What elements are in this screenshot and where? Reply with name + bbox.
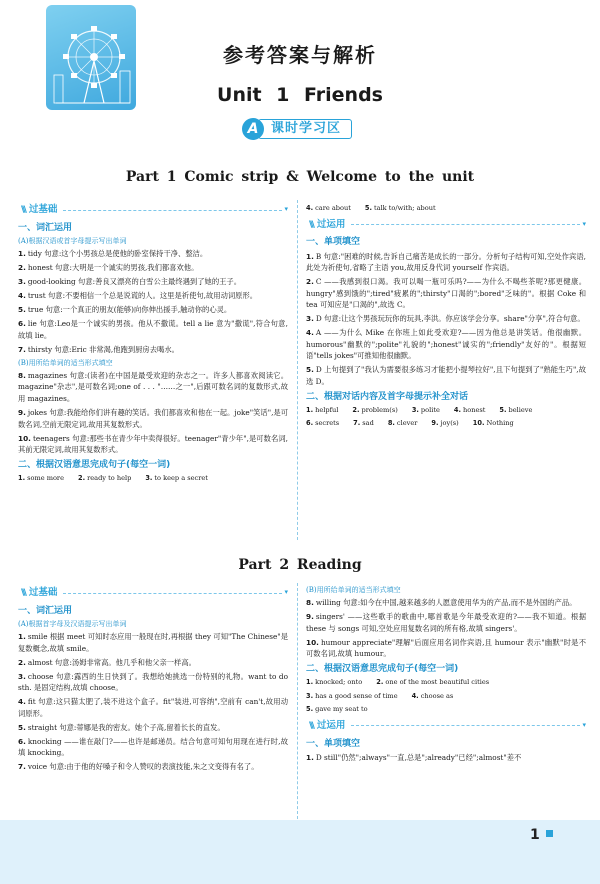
answer-item: 5. D 上句提到了"我认为需要很多练习才能把小提琴拉好",且下句提到了"熟能生巧",故选 D。 (306, 365, 586, 386)
heading: 二、根据汉语意思完成句子(每空一词) (306, 664, 459, 675)
answer-item: 9. jokes 句意:我能给你们讲有趣的笑话。我们都喜欢和他在一起。joke"笑话",是可数名词,空前无限定词,故用其复数形式。 (18, 407, 288, 429)
part1-title: Part 1 Comic strip & Welcome to the unit (125, 169, 475, 185)
answer-item: 6. lie 句意:Leo是一个诚实的男孩。他从不撒谎。tell a lie 意为"撒谎",符合句意,故填 lie。 (18, 319, 288, 340)
subheading: (B)用所给单词的适当形式填空 (18, 358, 113, 367)
page-title: 参考答案与解析 (223, 43, 377, 67)
page-marker-icon (546, 830, 553, 837)
section-band: \\\ 过基础 ▾ (21, 204, 288, 216)
answer-item: 3. D 句意:让这个男孩玩玩你的玩具,李洪。你应该学会分享。share"分享",符合句意。 (306, 314, 585, 324)
unit-title: Unit 1 Friends (217, 84, 383, 106)
subheading: (A)根据汉语或首字母提示写出单词 (18, 237, 127, 246)
answer-row: 1. some more 2. ready to help 3. to keep a secret (18, 474, 208, 483)
answer-item: 5. true 句意:一个真正的朋友(能够)向你伸出援手,触动你的心灵。 (18, 305, 232, 315)
section-band: \\\ 过运用 ▾ (309, 218, 586, 230)
answer-item: 6. knocking ——谁在敲门?——也许是邮递员。结合句意可知句用现在进行时,故填 knocking。 (18, 736, 288, 758)
heading: 二、根据对话内容及首字母提示补全对话 (306, 391, 469, 402)
answer-item: 7. voice 句意:由于他的好嗓子和令人赞叹的表演技能,朱之文变得有名了。 (18, 762, 259, 772)
band-label: 过运用 (316, 719, 346, 731)
answer-row: 3. has a good sense of time 4. choose as (306, 691, 454, 700)
subheading: (B)用所给单词的适当形式填空 (306, 586, 401, 594)
answer-item: 2. honest 句意:大明是一个诚实的男孩,我们都喜欢他。 (18, 263, 199, 273)
band-label: 过基础 (28, 204, 58, 216)
answer-item: 8. magazines 句意:(读者)在中国是最受欢迎的杂志之一。许多人都喜欢阅读它。magazine"杂志",是可数名词;one of . . . "……之一",后跟可数名词的复数形式,故用 magazines。 (18, 370, 288, 403)
heading: 一、单项填空 (306, 237, 361, 248)
answer-item: 1. smile 根据 meet 可知时态应用一般现在时,再根据 they 可知"The Chinese"是复数概念,故填 smile。 (18, 632, 288, 653)
answer-item: 4. A ——为什么 Mike 在你班上如此受欢迎?——因为他总是讲笑话。他很幽默。humorous"幽默的";polite"礼貌的";honest"诚实的";friendly"友好的"。根据短语"tells jokes"可推知他很幽默。 (306, 328, 586, 361)
heading: 一、单项填空 (306, 738, 361, 749)
answer-item: 2. C ——我感到很口渴。我可以喝一瓶可乐吗?——为什么不喝些茶呢?那更健康。hungry"感到饿的";tired"疲累的";thirsty"口渴的";bored"乏味的"。根据 Coke 和 tea 可知应是"口渴的",故选 C。 (306, 277, 586, 310)
section-badge (242, 117, 352, 141)
heading: 二、根据汉语意思完成句子(每空一词) (18, 460, 171, 471)
answer-row: 1. knocked; onto 2. one of the most beautiful cities (306, 678, 490, 687)
section-badge-letter: A (242, 118, 264, 140)
answer-item: 1. D still"仍然";always"一直,总是";already"已经";almost"差不 (306, 752, 522, 762)
part1-left-column (18, 200, 288, 487)
band-label: 过运用 (316, 218, 346, 230)
answer-item: 7. thirsty 句意:Eric 非常渴,他跑到厨房去喝水。 (18, 344, 179, 354)
subheading: (A)根据首字母及汉语提示写出单词 (18, 620, 127, 629)
column-divider (297, 200, 298, 540)
column-divider (297, 583, 298, 819)
part2-title: Part 2 Reading (238, 557, 362, 573)
answer-row: 4. care about 5. talk to/with; about (306, 204, 436, 212)
part1-right-column (306, 203, 586, 432)
answer-item: 10. teenagers 句意:那些书在青少年中卖得很好。teenager"青少年",是可数名词,其前无限定词,故用其复数形式。 (18, 433, 288, 455)
part2-left-column (18, 583, 288, 775)
band-label: 过基础 (28, 587, 58, 599)
part2-right-column (306, 585, 586, 766)
answer-item: 10. humour appreciate"理解"后面应用名词作宾语,且 humour 表示"幽默"时是不可数名词,故填 humour。 (306, 637, 586, 659)
answer-item: 1. tidy 句意:这个小男孩总是使他的卧室保持干净、整洁。 (18, 249, 208, 259)
heading: 一、词汇运用 (18, 223, 73, 233)
page-number: 1 (530, 827, 540, 843)
answer-item: 5. straight 句意:蒂娜是我的密友。她个子高,留着长长的直发。 (18, 722, 225, 732)
answer-row: 6. secrets 7. sad 8. clever 9. joy(s) 10. Nothing (306, 419, 514, 428)
answer-item: 3. choose 句意:露西的生日快到了。我想给她挑选一份特别的礼物。want to do sth. 是固定结构,故填 choose。 (18, 671, 288, 693)
answer-item: 8. willing 句意:如今在中国,越来越多的人愿意使用华为的产品,而不是外国的产品。 (306, 598, 577, 608)
answer-item: 4. fit 句意:这只猫太肥了,装不进这个盒子。fit"装进,可容纳",空前有 can't,故用动词原形。 (18, 697, 288, 718)
answer-row: 1. helpful 2. problem(s) 3. polite 4. honest 5. believe (306, 406, 533, 415)
answer-item: 3. good-looking 句意:善良又漂亮的白雪公主最终遇到了她的王子。 (18, 277, 242, 287)
section-band: \\\ 过基础 ▾ (21, 587, 288, 599)
answer-item: 2. almost 句意:汤姆非常高。他几乎和他父亲一样高。 (18, 657, 196, 667)
page-footer (0, 820, 600, 884)
heading: 一、词汇运用 (18, 606, 73, 616)
section-band: \\\ 过运用 ▾ (309, 719, 586, 731)
answer-item: 9. singers' ——这些歌手的歌曲中,哪首歌是今年最受欢迎的?——我不知道。根据 these 与 songs 可知,空处应用复数名词的所有格,故填 singers'。 (306, 612, 586, 633)
answer-row: 5. gave my seat to (306, 705, 368, 714)
answer-item: 1. B 句意:"困难的时候,告诉自己痛苦是成长的一部分。分析句子结构可知,空处作宾语,此处为祈使句,省略了主语 you,故用反身代词 yourself 作宾语。 (306, 251, 586, 273)
section-badge-text: 课时学习区 (258, 119, 352, 139)
answer-item: 4. trust 句意:不要相信一个总是说谎的人。这里是祈使句,故用动词原形。 (18, 291, 258, 301)
